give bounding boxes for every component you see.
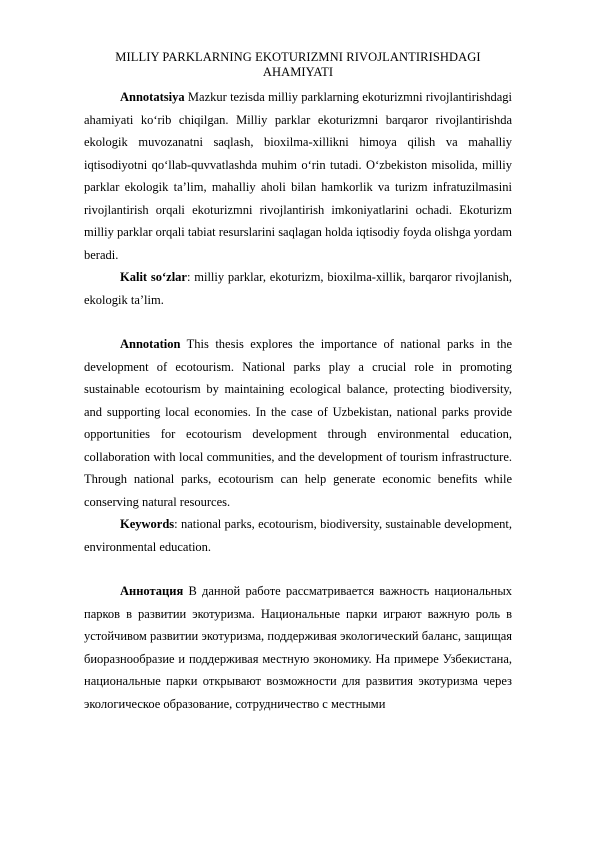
abstract-russian-label: Аннотация	[120, 584, 184, 598]
keywords-english	[84, 513, 512, 558]
abstract-english-label: Annotation	[120, 337, 181, 351]
keywords-uzbek-label: Kalit so‘zlar	[120, 270, 187, 284]
abstract-english	[84, 333, 512, 513]
keywords-uzbek	[84, 266, 512, 311]
keywords-english-text: : national parks, ecotourism, biodiversity, sustainable development, environmental education.	[84, 517, 512, 554]
title-line-1: MILLIY PARKLARNING EKOTURIZMNI RIVOJLANTIRISHDAGI	[115, 50, 481, 64]
paper-page	[84, 50, 512, 715]
abstract-uzbek-text: Mazkur tezisda milliy parklarning ekoturizmni rivojlantirishdagi ahamiyati ko‘rib chiqilgan. Milliy parklar ekoturizmni barqaror rivojlantirishda ekologik muvozanatni saqlash, bioxilma-xillikni himoya qilish va mahalliy iqtisodiyotni qo‘llab-quvvatlashda muhim o‘rin tutadi. O‘zbekiston misolida, milliy parklar ekologik ta’lim, mahalliy aholi bilan hamkorlik va turizm infratuzilmasini rivojlantirish orqali ekoturizmni rivojlantirish imkoniyatlarini ochadi. Ekoturizm milliy parklar orqali tabiat resurslarini saqlagan holda iqtisodiy foyda olishga yordam beradi.	[84, 90, 512, 262]
abstract-uzbek-label: Annotatsiya	[120, 90, 185, 104]
keywords-uzbek-text: : milliy parklar, ekoturizm, bioxilma-xillik, barqaror rivojlanish, ekologik ta’lim.	[84, 270, 512, 307]
paper-title	[84, 50, 512, 80]
abstract-russian	[84, 580, 512, 715]
abstract-uzbek	[84, 86, 512, 266]
section-spacer	[84, 311, 512, 333]
title-line-2: AHAMIYATI	[262, 65, 334, 79]
abstract-english-text: This thesis explores the importance of national parks in the development of ecotourism. National parks play a crucial role in promoting sustainable ecotourism by maintaining ecological balance, protecting biodiversity, and supporting local economies. In the case of Uzbekistan, national parks provide opportunities for ecotourism development through environmental education, collaboration with local communities, and the development of tourism infrastructure. Through national parks, ecotourism can help generate economic benefits while conserving natural resources.	[84, 337, 512, 509]
section-spacer	[84, 558, 512, 580]
abstract-russian-text: В данной работе рассматривается важность национальных парков в развитии экотуризма. Национальные парки играют важную роль в устойчивом развитии экотуризма, поддерживая экологический баланс, защищая биоразнообразие и поддерживая местную экономику. На примере Узбекистана, национальные парки открывают возможности для развития экотуризма через экологическое образование, сотрудничество с местными	[84, 584, 512, 711]
keywords-english-label: Keywords	[120, 517, 175, 531]
